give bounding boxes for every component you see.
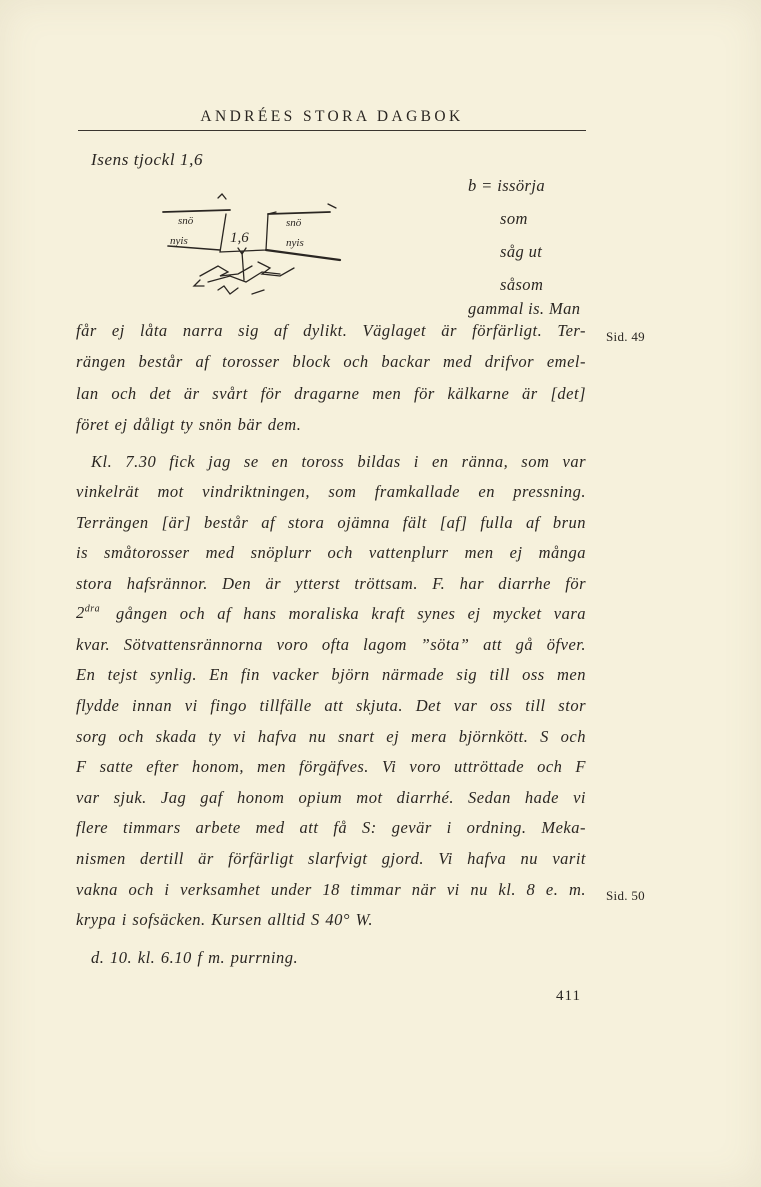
text-line-17: flere timmars arbete med att få S: gevär i ordning. Meka- [76,818,586,837]
text-line-9: stora hafsrännor. Den är ytterst tröttsam. F. har diarrhe för [76,574,586,593]
text-line-1: får ej låta narra sig af dylikt. Väglaget är förfärligt. Ter- [76,321,586,340]
page-number: 411 [556,988,581,1004]
side-line-4: såsom [500,275,544,294]
text-line-8: is småtorosser med snöplurr och vattenplurr men ej många [76,543,586,562]
side-line-2: som [500,209,528,228]
side-line-1: b = issörja [468,176,545,195]
header-rule [78,130,586,131]
text-line-3: lan och det är svårt för dragarne men för kälkarne är [det] [76,384,586,403]
ordinal-superscript: dra [84,603,101,615]
running-head: ANDRÉES STORA DAGBOK [200,108,464,125]
ice-thickness-sketch [160,190,350,305]
side-line-3: såg ut [500,242,543,261]
marginal-ref-sid-49: Sid. 49 [606,329,645,344]
sketch-label-nyis-right: nyis [286,237,304,249]
text-line-10: gången och af hans moraliska kraft synes ej mycket vara [116,604,586,623]
sketch-label-snow-right: snö [286,217,302,229]
entry-heading: Isens tjockl 1,6 [91,150,204,169]
text-line-2: rängen består af torosser block och backar med drifvor emel- [76,352,586,371]
text-line-12: En tejst synlig. En fin vacker björn närmade sig till oss men [76,665,586,684]
sketch-label-nyis-left: nyis [170,235,188,247]
text-line-16: var sjuk. Jag gaf honom opium mot diarrhé. Sedan hade vi [76,788,586,807]
text-line-19: vakna och i verksamhet under 18 timmar när vi nu kl. 8 e. m. [76,880,586,899]
ordinal-number: $2^{dra}$ [76,603,101,622]
text-line-4: föret ej dåligt ty snön bär dem. [76,415,302,434]
text-line-6: vinkelrät mot vindriktningen, som framkallade en pressning. [76,482,586,501]
text-line-11: kvar. Sötvattensrännorna voro ofta lagom ”söta” att gå öfver. [76,635,586,654]
text-line-7: Terrängen [är] består af stora ojämna fält [af] fulla af brun [76,513,586,532]
sketch-label-snow-left: snö [178,215,194,227]
text-line-13: flydde innan vi fingo tillfälle att skjuta. Det var oss till stor [76,696,586,715]
text-line-20: krypa i sofsäcken. Kursen alltid S 40° W. [76,910,374,929]
text-line-18: nismen dertill är förfärligt slarfvigt gjord. Vi hafva nu varit [76,849,586,868]
text-line-5: Kl. 7.30 fick jag se en toross bildas i en ränna, som var [91,452,586,471]
text-line-15: F satte efter honom, men förgäfves. Vi voro uttröttade och F [76,757,586,776]
text-line-21: d. 10. kl. 6.10 f m. purrning. [91,948,299,967]
sketch-label-thickness: 1,6 [230,230,249,246]
text-line-14: sorg och skada ty vi hafva nu snart ej mera björnkött. S och [76,727,586,746]
side-line-5: gammal is. Man [468,299,581,318]
marginal-ref-sid-50: Sid. 50 [606,888,645,903]
